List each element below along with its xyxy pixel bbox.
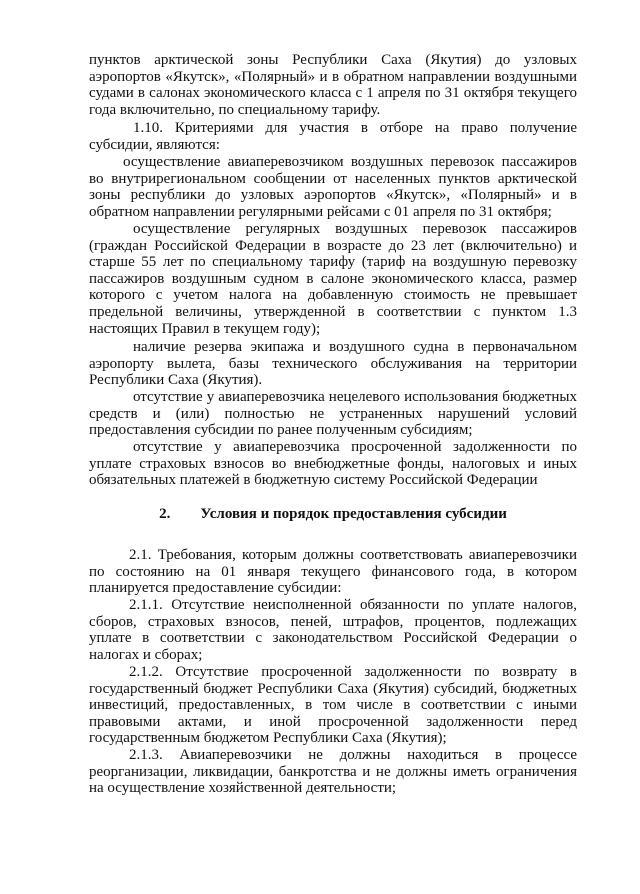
paragraph-2-1-2: 2.1.2. Отсутствие просроченной задолженности по возврату в государственный бюджет Республики Саха (Якутия) субсидий, бюджетных инвестиций, предоставленных, в том числе в соответствии с иными правовыми актами, и иной просроченной задолженности перед государственным бюджетом Республики Саха (Якутия); xyxy=(89,664,577,747)
paragraph-continuation: пунктов арктической зоны Республики Саха (Якутия) до узловых аэропортов «Якутск», «Полярный» и в обратном направлении воздушными судами в салонах экономического класса с 1 апреля по 31 октября текущего года включительно, по специальному тарифу. xyxy=(89,52,577,118)
paragraph-2-1: 2.1. Требования, которым должны соответствовать авиаперевозчики по состоянию на 01 января текущего финансового года, в котором планируется предоставление субсидии: xyxy=(89,547,577,597)
section-2-number: 2. xyxy=(159,506,171,522)
criterion-special-tariff: осуществление регулярных воздушных перевозок пассажиров (граждан Российской Федерации в возрасте до 23 лет (включительно) и старше 55 лет по специальному тарифу (тариф на воздушную перевозку пассажиров воздушным судном в салоне экономического класса, размер которого с учетом налога на добавленную стоимость не превышает предельной величины, утвержденной в соответствии с пунктом 1.3 настоящих Правил в текущем году); xyxy=(89,221,577,337)
paragraph-2-1-3: 2.1.3. Авиаперевозчики не должны находиться в процессе реорганизации, ликвидации, банкротства и не должны иметь ограничения на осуществление хозяйственной деятельности; xyxy=(89,747,577,797)
criterion-reserve-crew: наличие резерва экипажа и воздушного судна в первоначальном аэропорту вылета, базы технического обслуживания на территории Республики Саха (Якутия). xyxy=(89,339,577,389)
paragraph-2-1-1: 2.1.1. Отсутствие неисполненной обязанности по уплате налогов, сборов, страховых взносов, пеней, штрафов, процентов, подлежащих уплате в соответствии с законодательством Российской Федерации о налогах и сборах; xyxy=(89,597,577,663)
criterion-regional-flights: осуществление авиаперевозчиком воздушных перевозок пассажиров во внутрирегиональном сообщении от населенных пунктов арктической зоны республики до узловых аэропортов «Якутск», «Полярный» и в обратном направлении регулярными рейсами с 01 апреля по 31 октября; xyxy=(89,154,577,220)
paragraph-1-10: 1.10. Критериями для участия в отборе на право получение субсидии, являются: xyxy=(89,120,577,153)
criterion-no-misuse: отсутствие у авиаперевозчика нецелевого использования бюджетных средств и (или) полностью не устраненных нарушений условий предоставления субсидии по ранее полученным субсидиям; xyxy=(89,389,577,439)
criterion-no-arrears: отсутствие у авиаперевозчика просроченной задолженности по уплате страховых взносов во внебюджетные фонды, налоговых и иных обязательных платежей в бюджетную систему Российской Федерации xyxy=(89,439,577,489)
section-2-title: Условия и порядок предоставления субсидии xyxy=(200,506,507,522)
section-2-heading xyxy=(89,506,577,523)
